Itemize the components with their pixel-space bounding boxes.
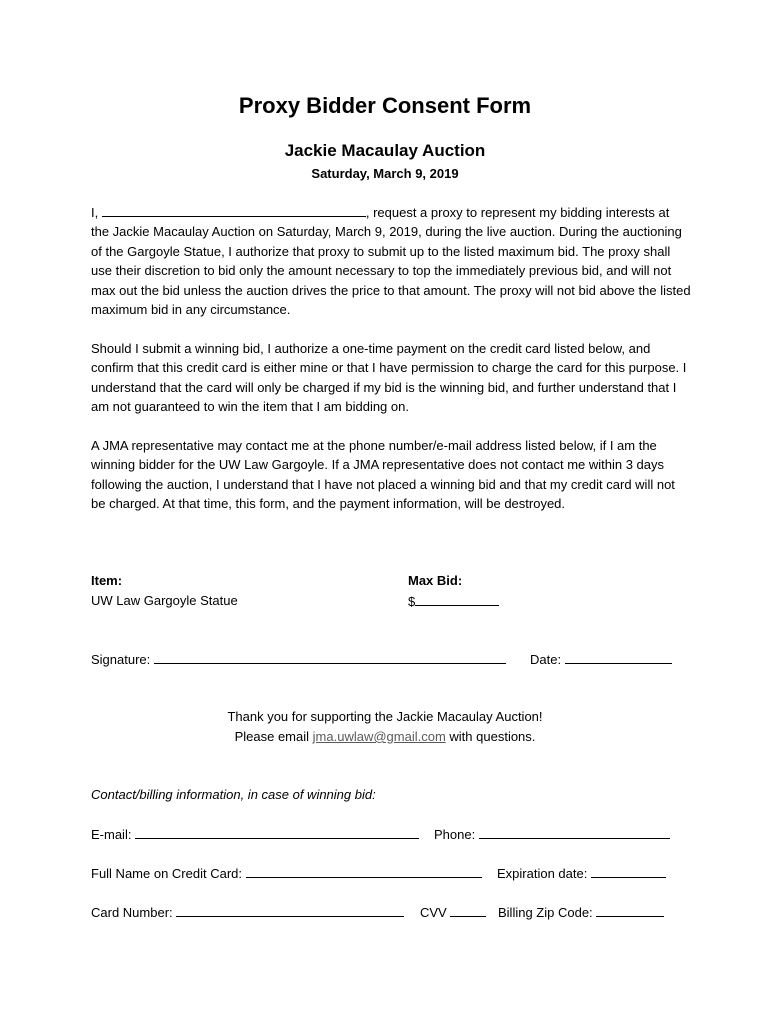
zip-field[interactable] <box>596 904 664 917</box>
phone-field[interactable] <box>479 826 670 839</box>
email-link[interactable]: jma.uwlaw@gmail.com <box>312 729 446 744</box>
cvv-field[interactable] <box>450 904 486 917</box>
item-value: UW Law Gargoyle Statue <box>91 593 238 608</box>
zip-row <box>498 904 664 920</box>
card-label: Card Number: <box>91 905 173 920</box>
email-field[interactable] <box>135 826 419 839</box>
phone-label: Phone: <box>434 827 476 842</box>
name-field[interactable] <box>246 865 482 878</box>
contact-heading: Contact/billing information, in case of winning bid: <box>91 787 376 802</box>
date-line[interactable] <box>565 651 672 664</box>
paragraph-prefix: I, <box>91 205 99 220</box>
currency-symbol: $ <box>408 594 416 609</box>
auction-date: Saturday, March 9, 2019 <box>311 166 459 181</box>
email-suffix: with questions. <box>449 729 536 744</box>
signature-line[interactable] <box>154 651 506 664</box>
bidder-name-line[interactable] <box>102 204 366 217</box>
expiration-label: Expiration date: <box>497 866 588 881</box>
cvv-label: CVV <box>420 905 447 920</box>
expiration-row <box>497 865 666 881</box>
item-label: Item: <box>91 573 123 588</box>
email-line <box>0 729 770 744</box>
email-prefix: Please email <box>234 729 310 744</box>
email-label: E-mail: <box>91 827 132 842</box>
email-row <box>91 826 419 842</box>
max-bid-line[interactable] <box>415 593 499 606</box>
max-bid-field <box>408 593 499 609</box>
contact-paragraph: A JMA representative may contact me at the phone number/e-mail address listed below, if I am the winning bidder for the UW Law Gargoyle. If a JMA representative does not contact me within 3 days following the auction, I understand that I have not placed a winning bid and that my credit card will not be charged. At that time, this form, and the payment information, will be destroyed. <box>91 438 675 512</box>
consent-paragraph <box>91 203 691 319</box>
name-label: Full Name on Credit Card: <box>91 866 242 881</box>
max-bid-label: Max Bid: <box>408 573 463 588</box>
paragraph-text: , request a proxy to represent my bidding interests at the Jackie Macaulay Auction on Saturday, March 9, 2019, during the live auction. During the auctioning of the Gargoyle Statue, I authorize that proxy to submit up to the listed maximum bid. The proxy shall use their discretion to bid only the amount necessary to top the immediately previous bid, and will not max out the bid unless the auction drives the price to that amount. The proxy will not bid above the listed maximum bid in any circumstance. <box>91 205 691 318</box>
date-label: Date: <box>530 652 562 667</box>
thanks-line: Thank you for supporting the Jackie Macaulay Auction! <box>227 709 543 724</box>
signature-row <box>91 651 506 667</box>
phone-row <box>434 826 670 842</box>
name-row <box>91 865 482 881</box>
card-row <box>91 904 404 920</box>
page-title: Proxy Bidder Consent Form <box>238 93 532 118</box>
auction-name: Jackie Macaulay Auction <box>284 141 486 160</box>
expiration-field[interactable] <box>591 865 666 878</box>
cvv-row <box>420 904 486 920</box>
payment-paragraph: Should I submit a winning bid, I authorize a one-time payment on the credit card listed below, and confirm that this credit card is either mine or that I have permission to charge the card for this purpose. I understand that the card will only be charged if my bid is the winning bid, and further understand that I am not guaranteed to win the item that I am bidding on. <box>91 341 687 415</box>
zip-label: Billing Zip Code: <box>498 905 593 920</box>
signature-label: Signature: <box>91 652 151 667</box>
signature-date-row <box>530 651 672 667</box>
card-number-field[interactable] <box>176 904 404 917</box>
